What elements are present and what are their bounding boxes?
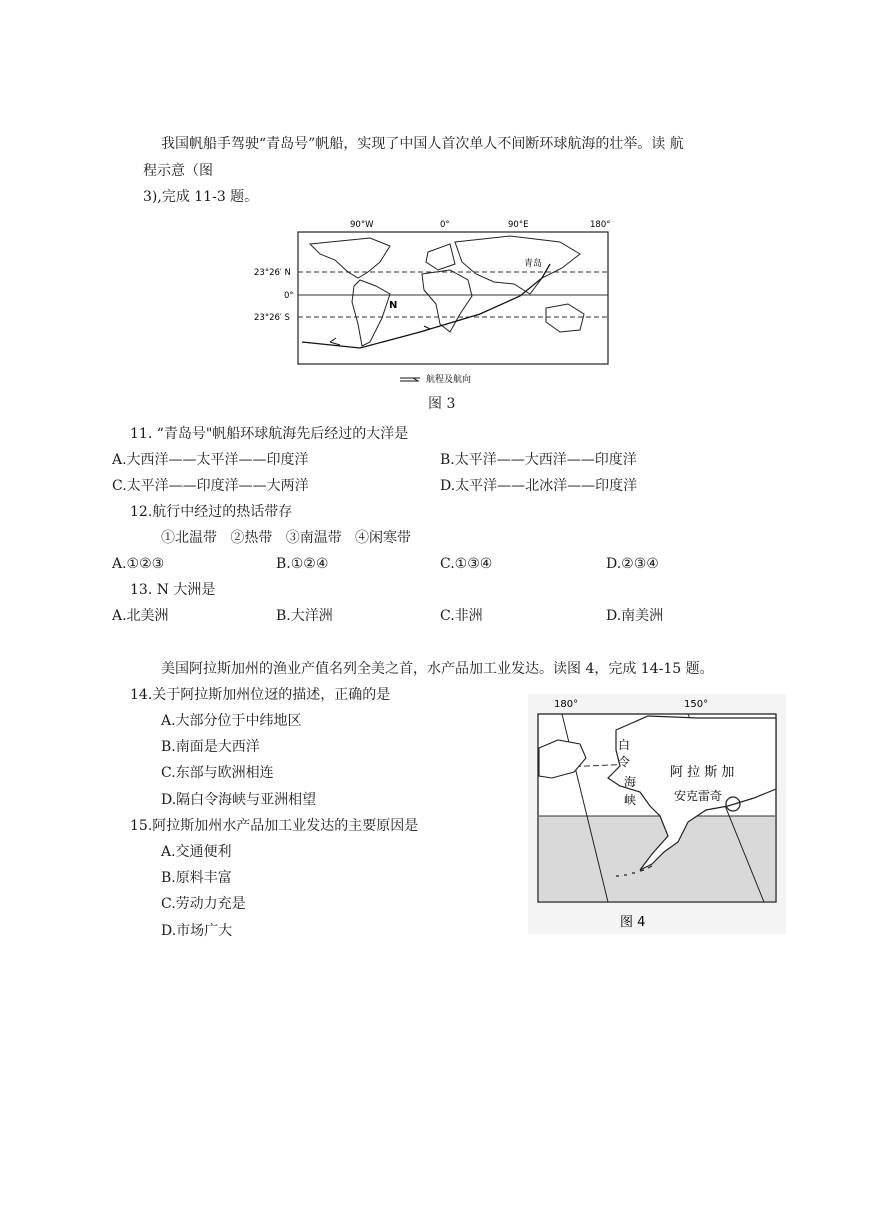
figure-3-caption: 图 3	[428, 396, 456, 412]
q12-option-c[interactable]: C.①③④	[440, 556, 493, 572]
strait-char-2: 令	[618, 755, 631, 769]
figure-4-caption: 图 4	[620, 915, 646, 930]
q12-items: ①北温带 ②热带 ③南温带 ④闲寒带	[161, 530, 412, 546]
q15-option-d[interactable]: D.市场广大	[161, 923, 233, 939]
lon-label-90w: 90°W	[350, 220, 374, 230]
lat-label-tropic-s: 23°26′ S	[254, 313, 290, 323]
q12-option-a[interactable]: A.①②③	[112, 556, 165, 572]
q13-option-b[interactable]: B.大洋洲	[276, 608, 333, 624]
q11-option-b[interactable]: B.太平洋——大西洋——印度洋	[440, 452, 637, 468]
strait-char-1: 白	[618, 738, 631, 752]
anchorage-label: 安克雷奇	[674, 789, 723, 803]
q13-option-d[interactable]: D.南美洲	[606, 608, 664, 624]
q13-stem: 13. N 大洲是	[130, 582, 216, 598]
q11-stem: 11. “青岛号"帆船环球航海先后经过的大洋是	[130, 426, 409, 442]
q12-stem: 12.航行中经过的热话带存	[130, 504, 293, 520]
q14-stem: 14.关于阿拉斯加州位迓的描述，正确的是	[130, 687, 391, 703]
q15-option-a[interactable]: A.交通便利	[161, 844, 232, 860]
lon-label-180: 180°	[590, 220, 611, 230]
q13-option-c[interactable]: C.非洲	[440, 608, 483, 624]
strait-char-3: 海	[624, 775, 637, 789]
q12-option-b[interactable]: B.①②④	[276, 556, 329, 572]
q11-option-d[interactable]: D.太平洋——北冰洋——印度洋	[440, 478, 638, 494]
q11-option-c[interactable]: C.太平洋——印度洋——大两洋	[112, 478, 309, 494]
qingdao-label: 青岛	[524, 259, 543, 269]
strait-char-4: 峡	[624, 793, 637, 807]
alaska-label: 阿 拉 斯 加	[670, 765, 735, 780]
legend-route: 航程及航向	[426, 375, 472, 385]
lat-label-equator: 0°	[284, 291, 294, 301]
q14-option-c[interactable]: C.东部与欧洲相连	[161, 765, 274, 781]
intro-line-2: 程示意（图	[143, 163, 213, 179]
intro-2: 美国阿拉斯加州的渔业产值名列全美之首，水产品加工业发达。读图 4，完成 14-15 题。	[161, 661, 714, 677]
q14-option-d[interactable]: D.隔白令海峡与亚洲相望	[161, 792, 317, 808]
figure-4-alaska-map	[528, 694, 786, 934]
lon-label-150: 150°	[684, 699, 709, 710]
q15-option-c[interactable]: C.劳动力充是	[161, 896, 246, 912]
q15-stem: 15.阿拉斯加州水产品加工业发达的主要原因是	[130, 818, 419, 834]
q12-option-d[interactable]: D.②③④	[606, 556, 659, 572]
intro-line-1: 我国帆船手驾驶“青岛号”帆船，实现了中国人首次单人不间断环球航海的壮举。读 航	[161, 136, 684, 152]
q11-option-a[interactable]: A.大西洋——太平洋——印度洋	[112, 452, 309, 468]
q15-option-b[interactable]: B.原料丰富	[161, 870, 232, 886]
q14-option-b[interactable]: B.南面是大西洋	[161, 739, 260, 755]
lon-label-0: 0°	[440, 220, 450, 230]
intro-line-3: 3),完成 11-3 题。	[143, 189, 259, 205]
lon-label-180: 180°	[554, 699, 579, 710]
figure-3-world-map	[250, 214, 620, 389]
q14-option-a[interactable]: A.大部分位于中纬地区	[161, 713, 302, 729]
q13-option-a[interactable]: A.北美洲	[112, 608, 169, 624]
continent-n-label: N	[389, 300, 398, 311]
lat-label-tropic-n: 23°26′ N	[254, 268, 291, 278]
lon-label-90e: 90°E	[508, 220, 529, 230]
